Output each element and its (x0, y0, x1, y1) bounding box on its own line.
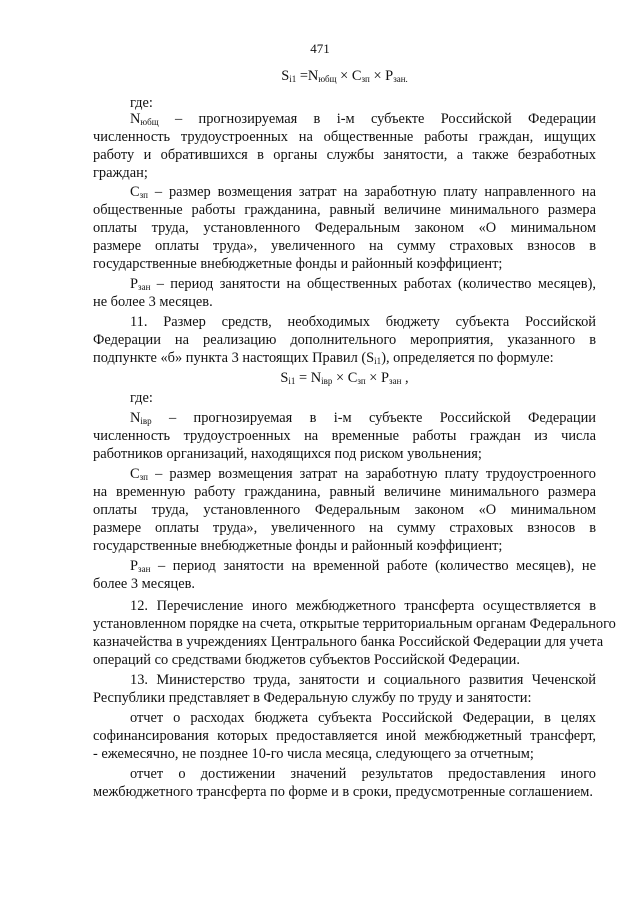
text-segment: казначейства в учреждениях Центрального банка Российской Федерации для учета (93, 634, 604, 650)
text-segment: оплаты труда, установленного Федеральным законом «О минимальном (93, 220, 596, 236)
text-line (93, 784, 596, 802)
text-segment: 13. Министерство труда, занятости и социального развития Чеченской (130, 672, 596, 688)
subscript: зп (139, 472, 148, 482)
text-line (130, 276, 596, 294)
text-line (93, 202, 596, 220)
text-line (93, 746, 596, 764)
text-line (130, 390, 596, 408)
text-segment: S (280, 370, 289, 386)
text-segment: численность трудоустроенных на общественные работы граждан, ищущих (93, 129, 596, 145)
formula-c-sub: зп (361, 74, 370, 84)
text-segment: P (130, 276, 139, 292)
text-segment: размере оплаты труда», увеличенного на сумму страховых взносов в (93, 520, 596, 536)
text-segment: 11. Размер средств, необходимых бюджету субъекта Российской (130, 314, 596, 330)
text-segment: - ежемесячно, не позднее 10-го числа месяца, следующего за отчетным; (93, 746, 534, 762)
formula-lhs-sub: i1 (289, 74, 297, 84)
subscript: юбщ (140, 117, 159, 127)
text-line (93, 238, 596, 256)
text-segment: × P (365, 370, 390, 386)
formula-eq: =N (296, 68, 319, 84)
text-line (93, 520, 596, 538)
text-line (130, 710, 596, 728)
text-line (93, 484, 596, 502)
formula-1 (93, 68, 596, 86)
text-segment: подпункте «б» пункта 3 настоящих Правил (S (93, 350, 375, 366)
subscript: зан (138, 564, 151, 574)
text-line (93, 690, 596, 708)
text-segment: оплаты труда, установленного Федеральным законом «О минимальном (93, 502, 596, 518)
text-segment: , (401, 370, 409, 386)
subscript: зан (389, 376, 402, 386)
text-line (93, 728, 596, 746)
text-segment: Федерации на реализацию дополнительного мероприятия, указанного в (93, 332, 596, 348)
text-line (130, 95, 596, 113)
text-line (130, 466, 596, 484)
subscript: iвр (321, 376, 333, 386)
text-segment: Республики представляет в Федеральную службу по труду и занятости: (93, 690, 532, 706)
text-segment: не более 3 месяцев. (93, 294, 213, 310)
text-segment: C (130, 184, 140, 200)
text-segment: = N (295, 370, 322, 386)
text-line (130, 184, 596, 202)
text-segment: межбюджетного трансферта по форме и в сроки, предусмотренные соглашением. (93, 784, 593, 800)
text-segment: государственные внебюджетные фонды и районный коэффициент; (93, 256, 503, 272)
text-line (93, 576, 596, 594)
text-line (130, 672, 596, 690)
text-segment: работу и обратившихся в органы службы занятости, а также безработных (93, 147, 596, 163)
formula-n-sub: юбщ (318, 74, 337, 84)
formula-lhs: S (281, 68, 290, 84)
text-segment: – прогнозируемая в i-м субъекте Российской Федерации (151, 410, 596, 426)
text-segment: 12. Перечисление иного межбюджетного трансферта осуществляется в (130, 598, 596, 614)
text-segment: более 3 месяцев. (93, 576, 196, 592)
text-line (130, 410, 596, 428)
text-segment: × C (332, 370, 358, 386)
text-line (93, 129, 596, 147)
formula-p-sub: зан. (393, 74, 408, 84)
text-line (93, 634, 604, 652)
subscript: зан (138, 282, 151, 292)
text-line (93, 350, 596, 368)
text-segment: отчет о достижении значений результатов предоставления иного (130, 766, 596, 782)
text-line (93, 538, 596, 556)
text-segment: операций со средствами бюджетов субъектов Российской Федерации. (93, 652, 520, 668)
text-line (130, 598, 596, 616)
text-line (93, 256, 596, 274)
text-segment: C (130, 466, 140, 482)
text-line (93, 332, 596, 350)
text-line (93, 502, 596, 520)
text-segment: N (130, 410, 141, 426)
text-line (130, 314, 596, 332)
text-segment: – период занятости на временной работе (количество месяцев), не (150, 558, 596, 574)
text-line (93, 428, 596, 446)
text-segment: софинансирования которых предоставляется иной межбюджетный трансферт, (93, 728, 596, 744)
text-segment: численность трудоустроенных на временные работы граждан из числа (93, 428, 596, 444)
text-segment: P (130, 558, 139, 574)
text-line (93, 446, 596, 464)
text-segment: отчет о расходах бюджета субъекта Российской Федерации, в целях (130, 710, 596, 726)
text-segment: граждан; (93, 165, 148, 181)
text-segment: общественные работы гражданина, равный величине минимального размера (93, 202, 596, 218)
text-segment: – размер возмещения затрат на заработную плату трудоустроенного (147, 466, 596, 482)
text-line (130, 111, 596, 129)
text-line (130, 558, 596, 576)
text-line (130, 766, 596, 784)
text-segment: – прогнозируемая в i-м субъекте Российской Федерации (158, 111, 596, 127)
text-segment: размере оплаты труда», увеличенного на сумму страховых взносов в (93, 238, 596, 254)
text-line (93, 165, 596, 183)
text-segment: где: (130, 390, 153, 406)
text-segment: где: (130, 95, 153, 111)
text-segment: государственные внебюджетные фонды и районный коэффициент; (93, 538, 503, 554)
subscript: i1 (374, 356, 382, 366)
subscript: i1 (288, 376, 296, 386)
subscript: зп (139, 190, 148, 200)
formula-mid1: × C (336, 68, 362, 84)
page-number: 471 (310, 41, 330, 56)
text-segment: на временную работу гражданина, равный величине минимального размера (93, 484, 596, 500)
text-line (93, 294, 596, 312)
subscript: iвр (140, 416, 152, 426)
text-line (93, 220, 596, 238)
subscript: зп (357, 376, 366, 386)
text-line (93, 616, 616, 634)
text-line (93, 147, 596, 165)
formula-mid2: × P (369, 68, 394, 84)
text-segment: установленном порядке на счета, открытые территориальным органам Федерального (93, 616, 616, 632)
text-segment: ), определяется по формуле: (381, 350, 554, 366)
text-segment: работников организаций, находящихся под риском увольнения; (93, 446, 482, 462)
text-segment: – период занятости на общественных работах (количество месяцев), (150, 276, 596, 292)
text-segment: N (130, 111, 141, 127)
text-line (93, 652, 596, 670)
text-line (93, 370, 596, 388)
text-segment: – размер возмещения затрат на заработную плату направленного на (147, 184, 596, 200)
